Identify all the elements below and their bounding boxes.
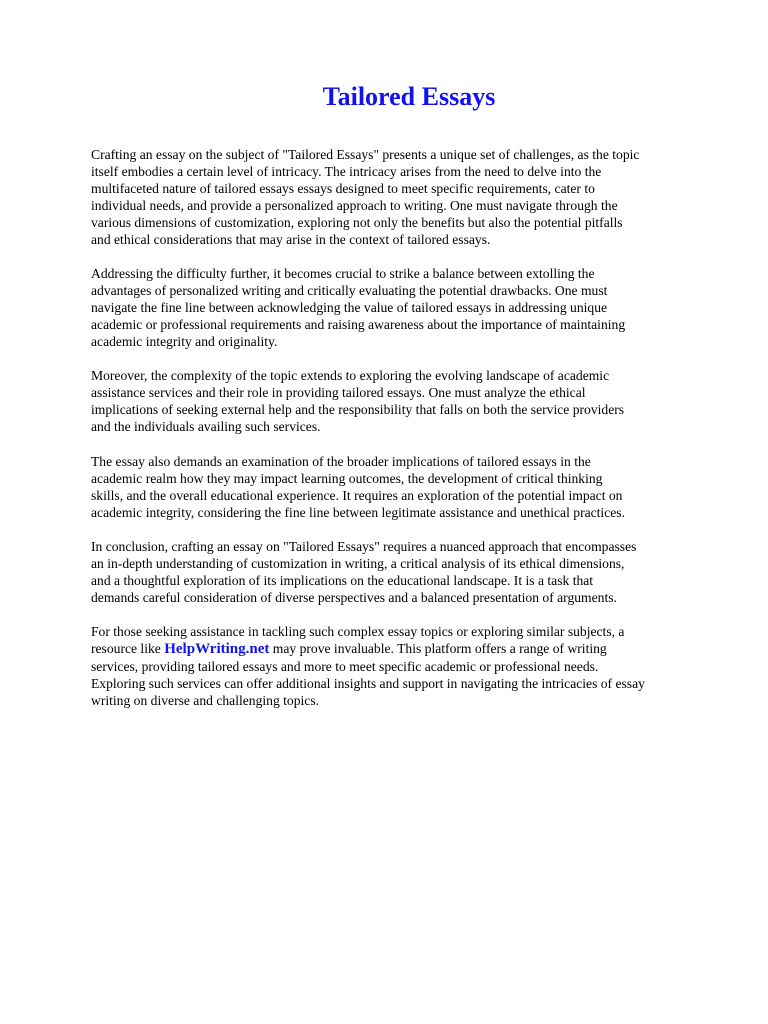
paragraph-6-trail-text: may prove invaluable. This platform offers a range of writing services, providing tailored essays and more to meet specific academic or professional needs. Exploring such services can offer additional insights and support in navigating the intricacies of essay writing on diverse and challenging topics. [91,640,645,708]
paragraph-6-lead-text: For those seeking assistance in tackling such complex essay topics or exploring similar subjects, a resource like [91,623,625,656]
document-title: Tailored Essays [322,82,496,111]
paragraph-5: In conclusion, crafting an essay on "Tailored Essays" requires a nuanced approach that encompasses an in-depth understanding of customization in writing, a critical analysis of its ethical dimensions, and a thoughtful exploration of its implications on the educational landscape. It is a task that demands careful consideration of diverse perspectives and a balanced presentation of arguments. [91,538,637,605]
helpwriting-link[interactable]: HelpWriting.net [164,640,270,657]
paragraph-2: Addressing the difficulty further, it becomes crucial to strike a balance between extolling the advantages of personalized writing and critically evaluating the potential drawbacks. One must navigate the fine line between acknowledging the value of tailored essays in addressing unique academic or professional requirements and raising awareness about the importance of maintaining academic integrity and originality. [91,266,626,350]
paragraph-4: The essay also demands an examination of the broader implications of tailored essays in the academic realm how they may impact learning outcomes, the development of critical thinking skills, and the overall educational experience. It requires an exploration of the potential impact on academic integrity, considering the fine line between legitimate assistance and unethical practices. [91,453,625,520]
paragraph-3: Moreover, the complexity of the topic extends to exploring the evolving landscape of academic assistance services and their role in providing tailored essays. One must analyze the ethical implications of seeking external help and the responsibility that falls on both the service providers and the individuals availing such services. [91,368,625,435]
document-body [91,146,731,726]
paragraph-6 [91,623,731,709]
paragraph-1: Crafting an essay on the subject of "Tailored Essays" presents a unique set of challenges, as the topic itself embodies a certain level of intricacy. The intricacy arises from the need to delve into the multifaceted nature of tailored essays essays designed to meet specific requirements, cater to individual needs, and provide a personalized approach to writing. One must navigate through the various dimensions of customization, exploring not only the benefits but also the potential pitfalls and ethical considerations that may arise in the context of tailored essays. [91,147,640,247]
